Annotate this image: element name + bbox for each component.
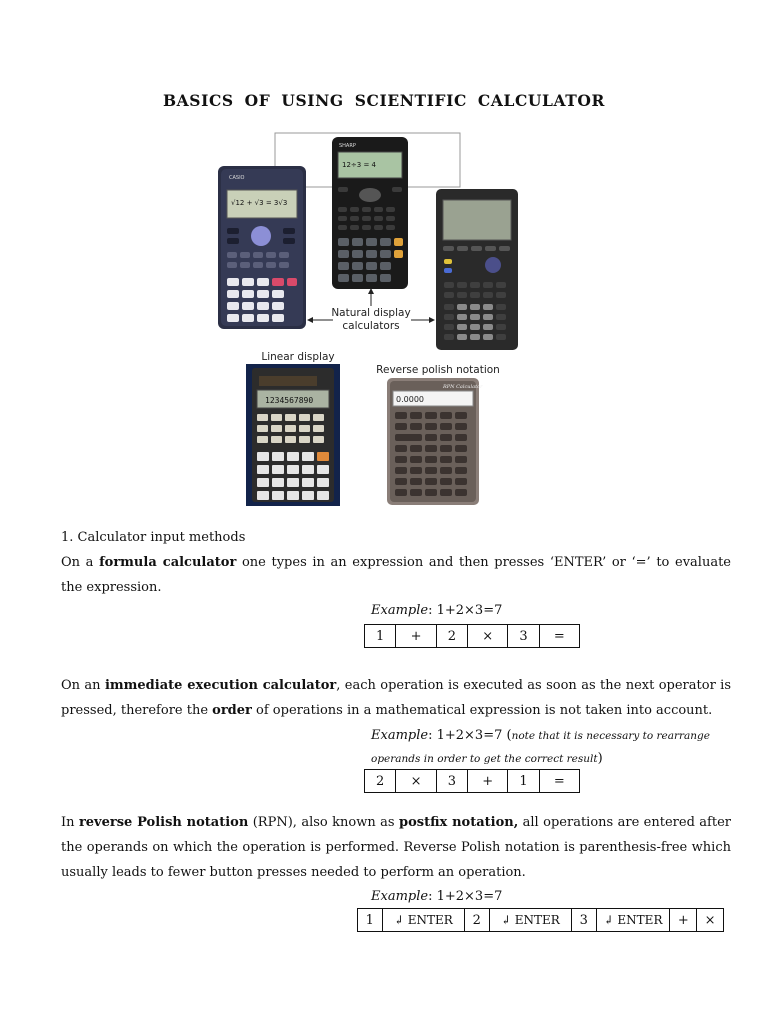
rpn-term: reverse Polish notation: [78, 815, 249, 830]
ti-graphing-calculator: [436, 189, 518, 350]
casio-display-text: √12 + √3 = 3√3: [231, 199, 288, 207]
formula-paragraph: On a formula calculator one types in an expression and then presses ‘ENTER’ or ‘=’ to evaluate the expression.: [61, 555, 731, 595]
rpn-example: Example: 1+2×3=7: [371, 889, 503, 904]
section-heading: 1. Calculator input methods: [61, 530, 246, 545]
key-cell: ×: [697, 909, 724, 932]
key-cell: +: [468, 770, 508, 793]
immediate-example: Example: 1+2×3=7 (note that it is necessary to rearrange: [371, 728, 710, 743]
key-cell: +: [396, 625, 436, 648]
key-cell: 2: [436, 625, 467, 648]
key-cell: 2: [465, 909, 490, 932]
immediate-term: immediate execution calculator: [104, 678, 337, 693]
page-title: BASICS OF USING SCIENTIFIC CALCULATOR: [162, 91, 605, 110]
key-cell: ×: [396, 770, 436, 793]
key-cell: 3: [508, 625, 539, 648]
order-term: order: [212, 703, 252, 718]
linear-display-digits: 1234567890: [265, 396, 314, 405]
rpn-key-sequence: [357, 908, 724, 932]
caption-natural-display: Natural display calculators: [331, 307, 411, 332]
rpn-calculator: [387, 378, 483, 505]
casio-natural-calculator: [218, 166, 306, 329]
calculator-figure: [215, 132, 525, 510]
sharp-brand: SHARP: [339, 143, 356, 149]
immediate-paragraph: On an immediate execution calculator, each operation is executed as soon as the next operator is pressed, therefore the order of operations in a mathematical expression is not taken into account.: [61, 678, 732, 718]
linear-display-calculator: [246, 364, 340, 506]
sharp-natural-calculator: [332, 137, 408, 289]
key-cell: =: [539, 770, 579, 793]
key-cell: =: [539, 625, 579, 648]
formula-key-sequence: [364, 624, 580, 648]
casio-brand: CASIO: [229, 175, 245, 181]
key-cell: ↲ ENTER: [596, 909, 670, 932]
key-cell: 1: [508, 770, 539, 793]
key-cell: +: [670, 909, 697, 932]
rpn-paragraph: In reverse Polish notation (RPN), also known as postfix notation, all operations are entered after the operands on which the operation is performed. Reverse Polish notation is parenthesis-free which usually leads to fewer button presses needed to perform an operation.: [61, 815, 732, 880]
immediate-example-note: operands in order to get the correct result): [371, 751, 603, 766]
rpn-display-text: 0.0000: [396, 395, 424, 404]
key-cell: ×: [468, 625, 508, 648]
formula-term: formula calculator: [99, 555, 237, 570]
postfix-term: postfix notation,: [398, 815, 519, 830]
key-cell: ↲ ENTER: [382, 909, 464, 932]
caption-rpn: Reverse polish notation: [376, 364, 500, 376]
caption-linear-display: Linear display: [261, 351, 335, 363]
rpn-brand: RPN Calculator: [443, 384, 483, 390]
key-cell: 3: [436, 770, 467, 793]
formula-example: Example: 1+2×3=7: [371, 603, 503, 618]
key-cell: 3: [572, 909, 597, 932]
key-cell: 2: [365, 770, 396, 793]
key-cell: 1: [365, 625, 396, 648]
key-cell: ↲ ENTER: [489, 909, 571, 932]
key-cell: 1: [358, 909, 383, 932]
immediate-key-sequence: [364, 769, 580, 793]
sharp-display-text: 12÷3 = 4: [342, 161, 376, 169]
